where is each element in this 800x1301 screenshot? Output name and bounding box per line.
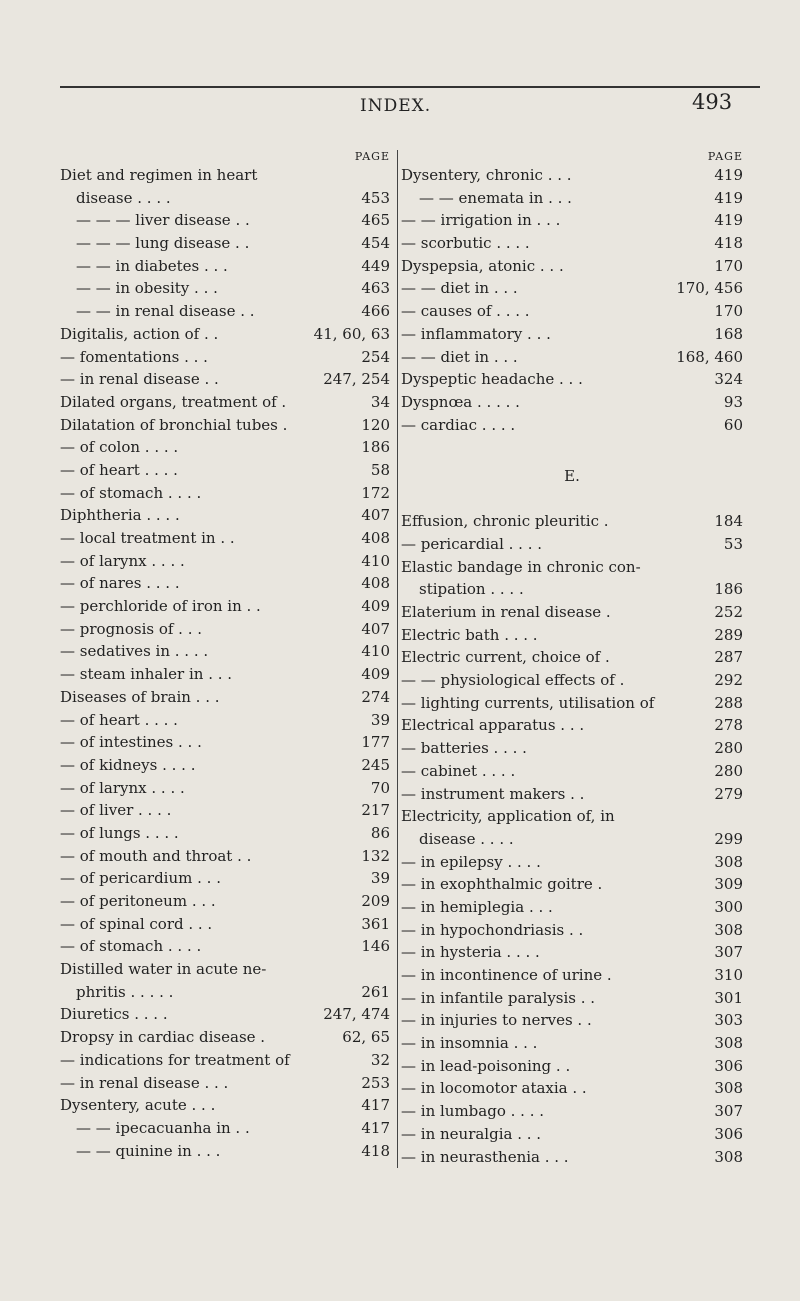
left-entry-list [60, 164, 390, 1162]
index-entry-page: 306 [714, 1056, 743, 1075]
index-entry-page: 177 [361, 733, 390, 752]
index-entry-page: 419 [714, 166, 743, 184]
index-entry-page: 34 [370, 392, 390, 411]
index-entry-text: — of kidneys . . . . [60, 755, 196, 774]
index-entry-page: 184 [714, 512, 743, 531]
index-entry-text: Electrical apparatus . . . [401, 716, 585, 735]
index-entry-text: — in neuralgia . . . [401, 1124, 542, 1143]
index-entry-text: — batteries . . . . [401, 739, 527, 758]
index-entry-text: — of mouth and throat . . [60, 846, 252, 865]
index-entry [401, 714, 743, 737]
index-entry [60, 890, 390, 913]
index-entry-text: — — — liver disease . . [76, 211, 250, 230]
index-entry-text: — of heart . . . . [60, 460, 178, 479]
index-entry-page: 261 [361, 982, 390, 1001]
index-entry-text: — in lumbago . . . . [401, 1102, 544, 1121]
index-entry-text: — in hemiplegia . . . [401, 897, 553, 916]
index-entry [401, 368, 743, 391]
index-entry [60, 323, 390, 346]
index-entry [60, 1049, 390, 1072]
index-entry-text: — pericardial . . . . [401, 534, 543, 553]
index-entry-text: Distilled water in acute ne- [60, 960, 267, 979]
index-entry-text: — of stomach . . . . [60, 937, 202, 956]
index-entry-text: — causes of . . . . [401, 302, 530, 321]
index-entry [401, 300, 743, 323]
index-entry [60, 504, 390, 527]
index-entry-page: 308 [714, 1034, 743, 1053]
index-entry-text: Effusion, chronic pleuritic . [401, 512, 609, 531]
index-entry-page: 254 [361, 347, 390, 366]
index-entry [60, 845, 390, 868]
index-entry [401, 578, 743, 601]
running-title: INDEX. [360, 96, 432, 116]
index-column-left [60, 150, 390, 1162]
index-entry-text: — of heart . . . . [60, 710, 178, 729]
index-entry-page: 146 [361, 937, 390, 956]
index-entry [60, 663, 390, 686]
index-entry-text: Electric bath . . . . [401, 625, 538, 644]
index-entry [401, 187, 743, 210]
index-entry-text: disease . . . . [76, 188, 171, 207]
header-rule [60, 86, 760, 88]
index-entry [60, 164, 390, 187]
index-entry-page: 252 [714, 603, 743, 621]
index-entry-page: 308 [714, 1079, 743, 1098]
index-entry [60, 391, 390, 414]
index-entry-text: Dyspnœa . . . . . [401, 392, 520, 411]
index-entry-text: — — in diabetes . . . [76, 256, 228, 275]
index-entry [401, 1055, 743, 1078]
section-letter-e: E. [564, 467, 580, 486]
index-entry [60, 436, 390, 459]
index-entry [401, 964, 743, 987]
index-entry [60, 935, 390, 958]
index-entry [60, 640, 390, 663]
index-entry-text: — — enemata in . . . [419, 188, 572, 207]
index-entry-page: 170 [714, 302, 743, 321]
index-entry-text: Diseases of brain . . . [60, 687, 220, 706]
index-entry-page: 93 [723, 392, 743, 411]
index-entry-text: — — ipecacuanha in . . [76, 1118, 250, 1137]
index-entry-text: — — irrigation in . . . [401, 211, 561, 230]
index-entry-text: Dyspepsia, atonic . . . [401, 256, 564, 275]
index-entry [401, 556, 743, 579]
index-entry [401, 941, 743, 964]
index-entry-text: Electricity, application of, in [401, 807, 615, 826]
index-entry [401, 851, 743, 874]
index-entry-text: — fomentations . . . [60, 347, 208, 366]
index-entry [60, 618, 390, 641]
index-entry-text: — — quinine in . . . [76, 1141, 221, 1160]
index-column-right [397, 150, 743, 1168]
index-entry-text: — in renal disease . . [60, 370, 219, 389]
index-entry-page: 300 [714, 897, 743, 916]
index-entry [401, 1009, 743, 1032]
index-entry [401, 1032, 743, 1055]
index-entry [401, 896, 743, 919]
index-entry-page: 410 [361, 551, 390, 570]
index-entry [60, 346, 390, 369]
index-entry-text: — indications for treatment of [60, 1050, 290, 1069]
index-entry-page: 409 [361, 597, 390, 616]
index-entry [60, 572, 390, 595]
index-entry-page: 245 [361, 755, 390, 774]
index-entry-text: — in locomotor ataxia . . [401, 1079, 587, 1098]
index-entry [60, 754, 390, 777]
right-entry-list-e [401, 510, 743, 1168]
index-entry-text: disease . . . . [419, 829, 514, 848]
index-entry [401, 164, 743, 187]
index-entry-page: 454 [361, 234, 390, 253]
index-entry-text: Electric current, choice of . [401, 648, 610, 667]
index-entry-text: — cabinet . . . . [401, 761, 516, 780]
index-entry-text: — of spinal cord . . . [60, 914, 213, 933]
index-entry-text: — local treatment in . . [60, 529, 235, 547]
index-entry [401, 828, 743, 851]
index-entry-text: — scorbutic . . . . [401, 234, 530, 253]
index-entry [401, 1123, 743, 1146]
index-entry-page: 407 [361, 619, 390, 638]
index-entry-text: — in neurasthenia . . . [401, 1147, 569, 1166]
index-entry [60, 277, 390, 300]
index-entry-text: Digitalis, action of . . [60, 324, 219, 343]
index-entry-text: Dysentery, acute . . . [60, 1096, 216, 1115]
index-entry-page: 418 [361, 1141, 390, 1160]
index-entry-text: — of stomach . . . . [60, 483, 202, 502]
index-entry [60, 255, 390, 278]
index-entry [60, 1117, 390, 1140]
page-header [0, 90, 800, 126]
index-entry-text: — perchloride of iron in . . [60, 597, 261, 616]
index-entry-page: 287 [714, 648, 743, 667]
index-entry [60, 867, 390, 890]
index-entry [60, 709, 390, 732]
index-entry [401, 646, 743, 669]
index-entry-page: 53 [723, 534, 743, 553]
index-entry-page: 453 [361, 188, 390, 207]
index-entry-text: — of larynx . . . . [60, 778, 185, 797]
index-entry [60, 550, 390, 573]
index-entry [60, 1072, 390, 1095]
index-entry-page: 308 [714, 852, 743, 871]
index-entry-page: 247, 474 [323, 1005, 390, 1024]
index-entry-page: 303 [714, 1011, 743, 1030]
index-entry-text: — — in renal disease . . [76, 302, 255, 321]
index-entry-text: — of liver . . . . [60, 801, 172, 820]
index-entry-text: Dropsy in cardiac disease . [60, 1028, 266, 1047]
index-entry [401, 919, 743, 942]
index-entry [60, 799, 390, 822]
index-entry [60, 209, 390, 232]
index-entry-page: 280 [714, 761, 743, 780]
index-entry-page: 308 [714, 1147, 743, 1166]
index-entry-text: — in insomnia . . . [401, 1034, 538, 1053]
index-entry-text: — of nares . . . . [60, 574, 180, 593]
index-entry [60, 368, 390, 391]
page-column-heading: PAGE [354, 150, 390, 163]
index-entry-page: 41, 60, 63 [313, 324, 390, 343]
index-entry [401, 346, 743, 369]
index-entry-text: Dilatation of bronchial tubes . [60, 415, 288, 434]
index-entry-page: 361 [361, 914, 390, 933]
index-entry-page: 279 [714, 784, 743, 803]
index-entry-page: 132 [361, 846, 390, 865]
index-entry [60, 913, 390, 936]
index-entry [60, 1003, 390, 1026]
index-entry-page: 60 [723, 415, 743, 434]
index-entry [401, 760, 743, 783]
index-entry-page: 280 [714, 739, 743, 758]
index-entry-text: — instrument makers . . [401, 784, 585, 803]
index-entry-page: 170 [714, 256, 743, 275]
index-entry-text: — lighting currents, utilisation of [401, 693, 655, 712]
index-entry-text: — steam inhaler in . . . [60, 665, 233, 684]
page-number: 493 [692, 90, 733, 114]
index-entry [60, 595, 390, 618]
page-column-heading: PAGE [707, 150, 743, 163]
index-entry-page: 417 [361, 1118, 390, 1137]
index-entry [60, 232, 390, 255]
index-entry [60, 482, 390, 505]
index-entry-page: 292 [714, 671, 743, 690]
index-entry [401, 805, 743, 828]
right-entry-list-d [401, 164, 743, 436]
index-entry-text: — — diet in . . . [401, 347, 518, 366]
index-entry [60, 187, 390, 210]
index-entry-page: 186 [714, 580, 743, 599]
index-entry [401, 737, 743, 760]
index-entry [401, 414, 743, 437]
index-entry-text: — in incontinence of urine . [401, 966, 612, 984]
index-entry [401, 255, 743, 278]
index-entry [401, 873, 743, 896]
index-entry [401, 669, 743, 692]
index-entry [60, 686, 390, 709]
index-entry [401, 624, 743, 647]
index-entry-page: 299 [714, 829, 743, 848]
index-entry [60, 1140, 390, 1163]
index-entry [60, 1026, 390, 1049]
index-entry-page: 209 [361, 892, 390, 910]
index-entry-text: — of intestines . . . [60, 733, 202, 752]
index-entry-text: — in hysteria . . . . [401, 943, 540, 962]
index-entry-text: — in exophthalmic goitre . [401, 875, 603, 894]
index-entry [401, 1146, 743, 1169]
index-entry-page: 407 [361, 506, 390, 525]
index-entry [60, 527, 390, 550]
index-entry [401, 692, 743, 715]
index-entry-page: 253 [361, 1073, 390, 1092]
index-entry-text: Elaterium in renal disease . [401, 603, 611, 621]
index-entry [60, 414, 390, 437]
index-entry-text: — — physiological effects of . [401, 671, 625, 690]
index-entry-page: 247, 254 [323, 370, 390, 389]
index-entry-page: 278 [714, 716, 743, 735]
index-entry-page: 463 [361, 279, 390, 298]
index-entry-page: 466 [361, 302, 390, 321]
index-entry-page: 308 [714, 920, 743, 939]
index-entry-page: 70 [370, 778, 390, 797]
index-entry-text: — in renal disease . . . [60, 1073, 229, 1092]
index-entry-text: Dysentery, chronic . . . [401, 166, 572, 184]
index-entry-page: 32 [370, 1050, 390, 1069]
index-entry-text: — of pericardium . . . [60, 869, 221, 888]
index-entry-page: 310 [714, 966, 743, 984]
index-entry-text: Diuretics . . . . [60, 1005, 168, 1024]
index-entry [401, 533, 743, 556]
index-entry [401, 1100, 743, 1123]
index-entry [60, 1094, 390, 1117]
index-entry-page: 419 [714, 188, 743, 207]
index-entry-page: 168, 460 [676, 347, 743, 366]
index-entry [401, 510, 743, 533]
index-entry-page: 419 [714, 211, 743, 230]
index-entry-page: 289 [714, 625, 743, 644]
index-entry-text: Diphtheria . . . . [60, 506, 180, 525]
index-entry-page: 86 [370, 823, 390, 842]
index-entry-page: 410 [361, 642, 390, 661]
index-entry-text: — in epilepsy . . . . [401, 852, 541, 871]
index-entry-text: — in injuries to nerves . . [401, 1011, 592, 1030]
index-entry [60, 958, 390, 981]
index-entry-text: — — — lung disease . . [76, 234, 250, 253]
index-entry-text: phritis . . . . . [76, 982, 174, 1001]
index-entry [401, 232, 743, 255]
index-entry-page: 465 [361, 211, 390, 230]
index-entry [60, 731, 390, 754]
index-entry-page: 418 [714, 234, 743, 253]
index-entry [60, 777, 390, 800]
index-entry-text: — of lungs . . . . [60, 823, 179, 842]
index-entry-text: — cardiac . . . . [401, 415, 516, 434]
index-entry-page: 217 [361, 801, 390, 820]
index-entry-page: 324 [714, 370, 743, 389]
index-entry-page: 39 [370, 869, 390, 888]
index-entry-text: stipation . . . . [419, 580, 524, 599]
index-entry-text: Dilated organs, treatment of . [60, 392, 287, 411]
index-entry-page: 307 [714, 1102, 743, 1121]
index-entry-page: 301 [714, 988, 743, 1007]
index-entry-page: 186 [361, 438, 390, 457]
index-entry [401, 987, 743, 1010]
index-entry [60, 300, 390, 323]
index-entry-text: Dyspeptic headache . . . [401, 370, 583, 389]
index-entry-text: — — diet in . . . [401, 279, 518, 298]
index-entry-page: 409 [361, 665, 390, 684]
index-entry-text: — of colon . . . . [60, 438, 179, 457]
index-entry-text: Diet and regimen in heart [60, 166, 258, 184]
index-entry-text: — — in obesity . . . [76, 279, 218, 298]
index-entry-page: 288 [714, 693, 743, 712]
index-entry [401, 1077, 743, 1100]
index-entry-text: — of peritoneum . . . [60, 892, 216, 910]
index-entry-page: 306 [714, 1124, 743, 1143]
index-entry-page: 58 [370, 460, 390, 479]
index-entry-page: 408 [361, 574, 390, 593]
index-entry-page: 120 [361, 415, 390, 434]
index-entry-page: 62, 65 [342, 1028, 390, 1047]
index-entry [401, 601, 743, 624]
index-entry-text: — prognosis of . . . [60, 619, 203, 638]
index-entry [401, 277, 743, 300]
index-entry-text: — sedatives in . . . . [60, 642, 209, 661]
index-entry-text: — in hypochondriasis . . [401, 920, 584, 939]
index-entry [401, 323, 743, 346]
index-entry-text: — of larynx . . . . [60, 551, 185, 570]
index-entry-text: Elastic bandage in chronic con- [401, 557, 641, 576]
index-entry [60, 459, 390, 482]
index-entry-page: 168 [714, 324, 743, 343]
index-entry-page: 309 [714, 875, 743, 894]
index-entry-text: — in lead-poisoning . . [401, 1056, 571, 1075]
index-entry-page: 274 [361, 687, 390, 706]
index-entry [60, 822, 390, 845]
index-entry-page: 39 [370, 710, 390, 729]
index-entry [401, 209, 743, 232]
index-entry-text: — inflammatory . . . [401, 324, 551, 343]
index-entry [60, 981, 390, 1004]
index-entry-page: 417 [361, 1096, 390, 1115]
index-entry-page: 449 [361, 256, 390, 275]
index-entry-page: 172 [361, 483, 390, 502]
index-entry-page: 307 [714, 943, 743, 962]
index-entry [401, 783, 743, 806]
index-entry [401, 391, 743, 414]
index-entry-text: — in infantile paralysis . . [401, 988, 596, 1007]
index-entry-page: 408 [361, 529, 390, 547]
index-entry-page: 170, 456 [676, 279, 743, 298]
